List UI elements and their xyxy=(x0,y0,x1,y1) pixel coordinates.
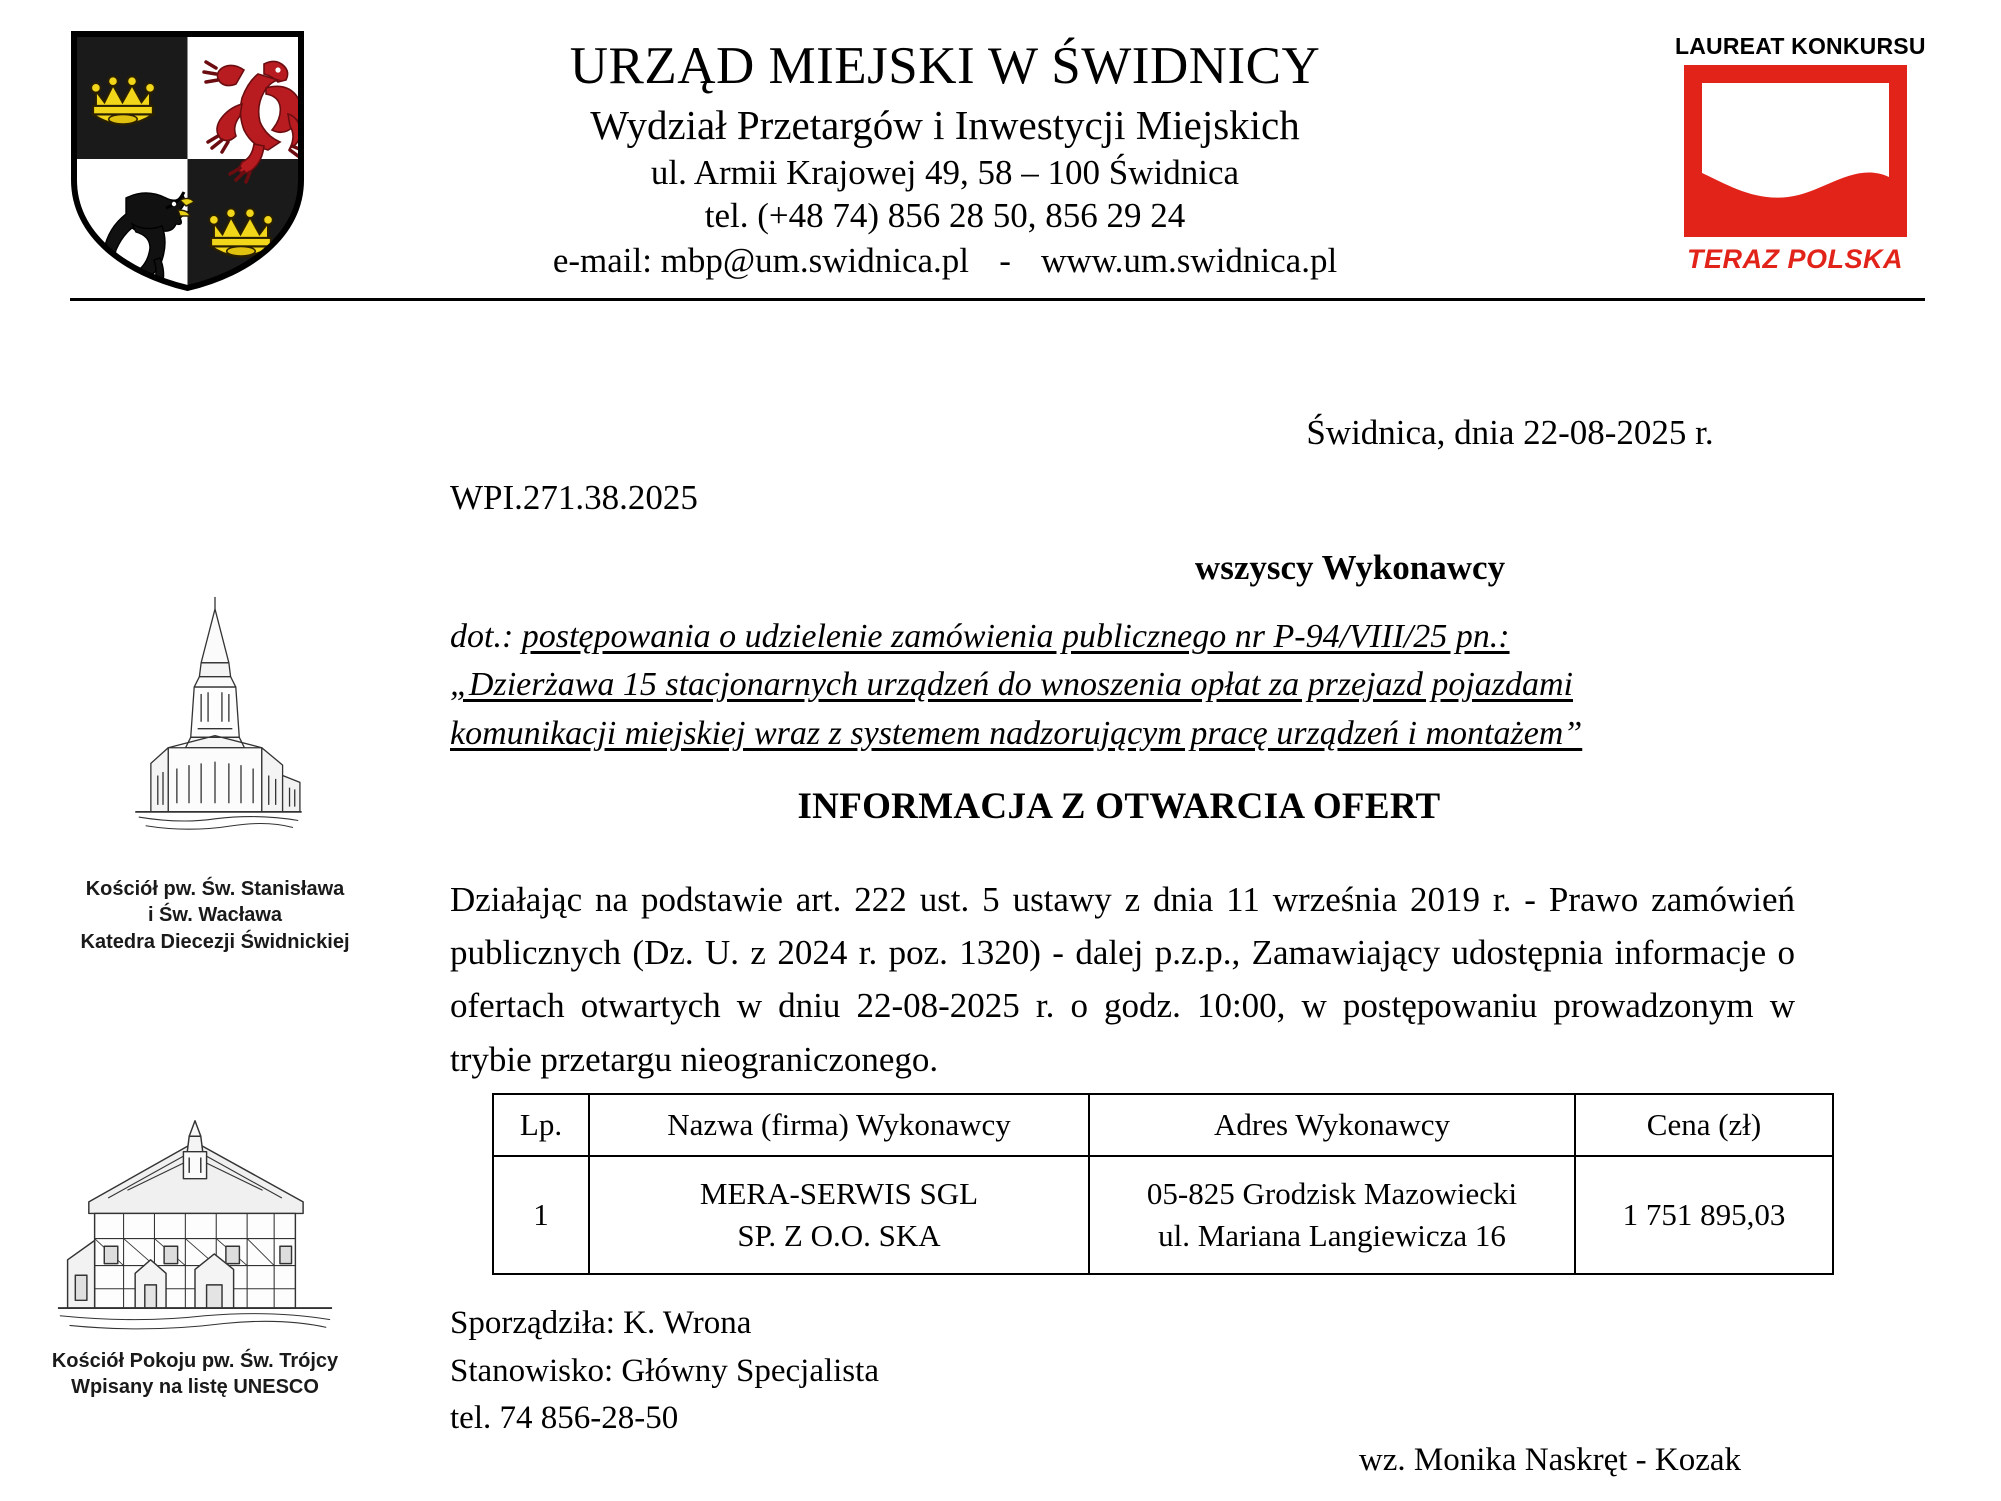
teraz-polska-logo xyxy=(1675,33,1926,275)
table-row xyxy=(493,1156,1833,1274)
cell-lp: 1 xyxy=(493,1156,589,1274)
contractor-address-line-1: 05-825 Grodzisk Mazowiecki xyxy=(1146,1176,1518,1212)
office-email[interactable]: e-mail: mbp@um.swidnica.pl xyxy=(552,241,970,281)
caption-line: Wpisany na listę UNESCO xyxy=(71,1376,319,1399)
reference-number: WPI.271.38.2025 xyxy=(450,478,698,517)
peace-church-illustration xyxy=(45,1115,345,1401)
header-text-block xyxy=(330,38,1560,283)
caption-line: Kościół Pokoju pw. Św. Trójcy xyxy=(51,1350,339,1372)
column-header-lp: Lp. xyxy=(493,1094,589,1156)
header-divider xyxy=(70,298,1925,301)
department-name: Wydział Przetargów i Inwestycji Miejskich xyxy=(590,102,1300,149)
footer-phone: tel. 74 856-28-50 xyxy=(450,1400,679,1437)
position-title: Stanowisko: Główny Specjalista xyxy=(450,1352,879,1389)
subject-line-2: „Dzierżawa 15 stacjonarnych urządzeń do wnoszenia opłat za przejazd pojazdami xyxy=(450,666,1573,704)
office-contact-line xyxy=(330,239,1560,282)
column-header-price: Cena (zł) xyxy=(1575,1094,1833,1156)
coat-of-arms-icon xyxy=(70,30,305,292)
cell-address xyxy=(1089,1156,1575,1274)
cathedral-illustration xyxy=(65,575,365,955)
subject-line-3: komunikacji miejskiej wraz z systemem nadzorującym pracę urządzeń i montażem” xyxy=(450,714,1583,752)
caption-line: i Św. Wacława xyxy=(147,904,283,927)
organization-title: URZĄD MIEJSKI W ŚWIDNICY xyxy=(569,37,1321,95)
addressee: wszyscy Wykonawcy xyxy=(1194,548,1506,587)
caption-line: Kościół pw. Św. Stanisława xyxy=(85,878,345,900)
footer-block xyxy=(450,1300,879,1443)
page-title: INFORMACJA Z OTWARCIA OFERT xyxy=(797,786,1441,827)
signature-line: wz. Monika Naskręt - Kozak xyxy=(1358,1442,1742,1478)
column-header-address: Adres Wykonawcy xyxy=(1089,1094,1575,1156)
contractor-name-line-2: SP. Z O.O. SKA xyxy=(737,1218,941,1253)
caption-line: Katedra Diecezji Świdnickiej xyxy=(80,930,350,953)
polish-flag-icon xyxy=(1684,65,1907,237)
offers-table xyxy=(492,1093,1834,1275)
contact-separator: - xyxy=(999,241,1011,281)
cell-name xyxy=(589,1156,1089,1274)
laureate-label: LAUREAT KONKURSU xyxy=(1675,33,1926,59)
document-header xyxy=(0,0,2001,300)
peace-church-caption xyxy=(45,1348,345,1401)
subject-block xyxy=(450,613,1788,758)
column-header-name: Nazwa (firma) Wykonawcy xyxy=(589,1094,1089,1156)
prepared-by: Sporządziła: K. Wrona xyxy=(450,1305,752,1341)
cathedral-caption xyxy=(65,876,365,955)
contractor-address-line-2: ul. Mariana Langiewicza 16 xyxy=(1158,1218,1506,1253)
contractor-name-line-1: MERA-SERWIS SGL xyxy=(699,1176,979,1212)
cell-price: 1 751 895,03 xyxy=(1575,1156,1833,1274)
table-header-row xyxy=(493,1094,1833,1156)
teraz-polska-label: TERAZ POLSKA xyxy=(1686,244,1903,274)
subject-line-1: postępowania o udzielenie zamówienia publicznego nr P-94/VIII/25 pn.: xyxy=(521,618,1510,655)
date-line: Świdnica, dnia 22-08-2025 r. xyxy=(1306,413,1714,452)
office-website[interactable]: www.um.swidnica.pl xyxy=(1041,241,1338,281)
office-address: ul. Armii Krajowej 49, 58 – 100 Świdnica xyxy=(650,152,1240,192)
office-phone: tel. (+48 74) 856 28 50, 856 29 24 xyxy=(704,196,1186,235)
subject-lead: dot.: xyxy=(450,618,514,655)
body-paragraph: Działając na podstawie art. 222 ust. 5 ustawy z dnia 11 września 2019 r. - Prawo zamówień publicznych (Dz. U. z 2024 r. poz. 1320) - dalej p.z.p., Zamawiający udostępnia informacje o ofertach otwartych w dniu 22-08-2025 r. o godz. 10:00, w postępowaniu prowadzonym w trybie przetargu nieograniczonego. xyxy=(450,880,1795,1079)
